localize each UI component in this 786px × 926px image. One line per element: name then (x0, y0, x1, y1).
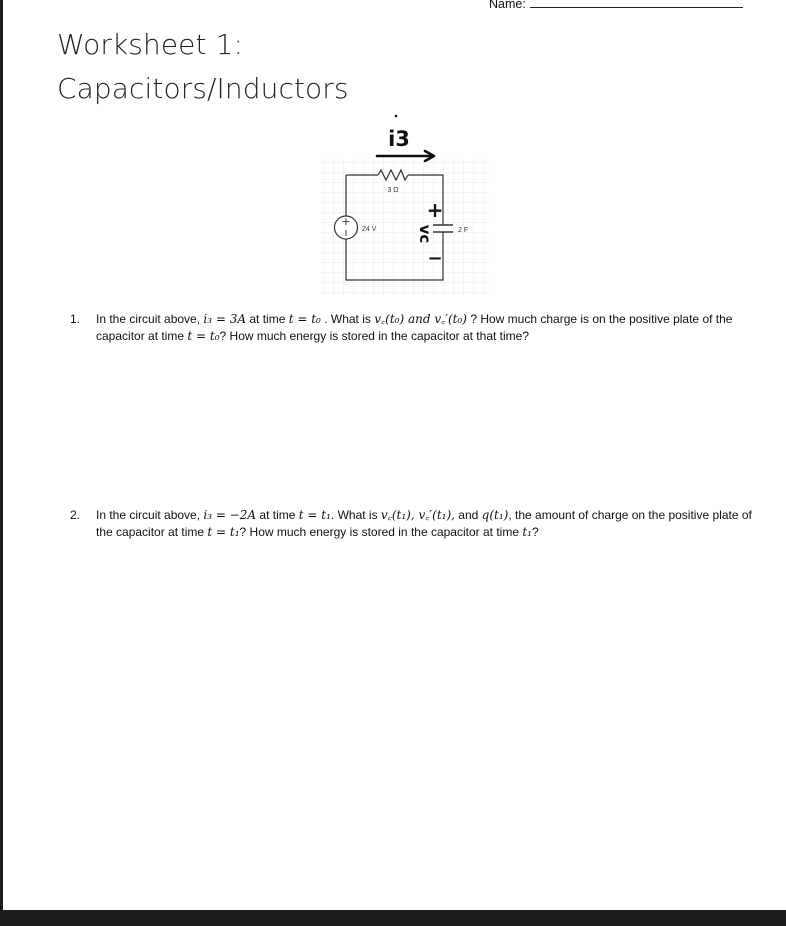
worksheet-page (3, 0, 786, 910)
source-plus-sign: + (341, 215, 351, 228)
circuit-diagram (313, 112, 503, 302)
math-expression: t = t₁ (207, 525, 240, 539)
current-label-dot (395, 115, 398, 118)
question-2 (70, 507, 770, 541)
math-expression: t = t₀ (288, 312, 321, 326)
capacitor-label: 2 F (458, 227, 469, 234)
math-expression: v꜀(t₁), v꜀′(t₁), (380, 508, 455, 522)
math-expression: v꜀(t₀) and v꜀′(t₀) (374, 312, 467, 326)
bottom-bar (0, 910, 786, 926)
question-text: In the circuit above, i₃ = 3A at time t = t₀ . What is v꜀(t₀) and v꜀′(t₀) ? How much charge is on the positive plate of the capacitor at time t = t₀? How much energy is stored in the capacitor at that time? (96, 312, 733, 343)
worksheet-subtitle: Capacitors/Inductors (57, 72, 349, 105)
question-number: 2. (70, 508, 81, 522)
name-blank-line (530, 0, 743, 8)
math-expression: t₁ (522, 525, 532, 539)
voltage-minus-sign: − (427, 248, 443, 269)
math-expression: i₃ = −2A (203, 508, 257, 522)
name-field-row (489, 0, 743, 11)
math-expression: t = t₁ (298, 508, 331, 522)
source-voltage-label: 24 V (362, 226, 377, 233)
question-number: 1. (70, 312, 81, 326)
voltage-plus-sign: + (426, 198, 444, 222)
worksheet-title: Worksheet 1: (57, 28, 244, 61)
voltage-label: vc (416, 224, 434, 244)
current-label: i3 (388, 127, 410, 151)
math-expression: q(t₁) (481, 508, 509, 522)
question-text: In the circuit above, i₃ = −2A at time t = t₁. What is v꜀(t₁), v꜀′(t₁), and q(t₁), the amount of charge on the positive plate of the capacitor at time t = t₁? How much energy is stored in the capacitor at time t₁? (96, 508, 752, 539)
math-expression: t = t₀ (187, 329, 220, 343)
question-1 (70, 311, 770, 345)
resistor-label: 3 Ω (387, 187, 399, 194)
math-expression: i₃ = 3A (203, 312, 247, 326)
name-label: Name: (489, 0, 526, 11)
